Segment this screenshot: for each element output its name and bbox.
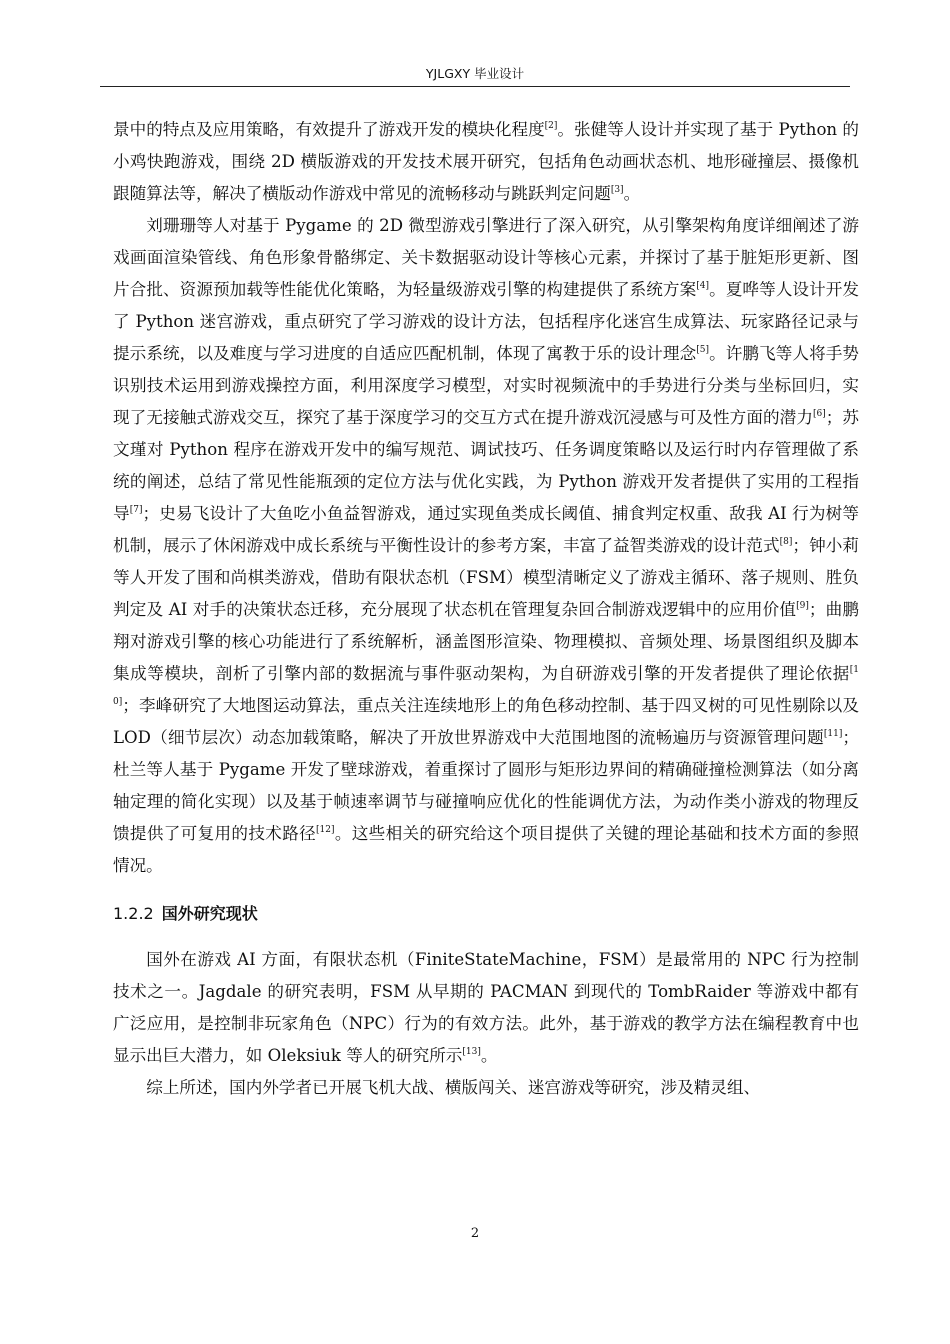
citation: [11] <box>823 729 843 739</box>
page-number: 2 <box>470 1226 480 1241</box>
citation: [9] <box>796 601 809 611</box>
citation: [6] <box>813 409 826 419</box>
citation: [4] <box>696 281 710 291</box>
citation: [13] <box>462 1047 481 1057</box>
body-content <box>113 114 859 1104</box>
citation: [3] <box>610 185 624 195</box>
paragraph-2: 刘珊珊等人对基于 Pygame 的 2D 微型游戏引擎进行了深入研究，从引擎架构角度详细阐述了游戏画面渲染管线、角色形象骨骼绑定、关卡数据驱动设计等核心元素，并探讨了基于脏矩形更新、图片合批、资源预加载等性能优化策略，为轻量级游戏引擎的构建提供了系统方案[4]。夏哗等人设计开发了 Python 迷宫游戏，重点研究了学习游戏的设计方法，包括程序化迷宫生成算法、玩家路径记录与提示系统，以及难度与学习进度的自适应匹配机制，体现了寓教于乐的设计理念[5]。许鹏飞等人将手势识别技术运用到游戏操控方面，利用深度学习模型，对实时视频流中的手势进行分类与坐标回归，实现了无接触式游戏交互，探究了基于深度学习的交互方式在提升游戏沉浸感与可及性方面的潜力[6]；苏文瑾对 Python 程序在游戏开发中的编写规范、调试技巧、任务调度策略以及运行时内存管理做了系统的阐述，总结了常见性能瓶颈的定位方法与优化实践，为 Python 游戏开发者提供了实用的工程指导[7]；史易飞设计了大鱼吃小鱼益智游戏，通过实现鱼类成长阈值、捕食判定权重、敌我 AI 行为树等机制，展示了休闲游戏中成长系统与平衡性设计的参考方案，丰富了益智类游戏的设计范式[8]；钟小莉等人开发了围和尚棋类游戏，借助有限状态机（FSM）模型清晰定义了游戏主循环、落子规则、胜负判定及 AI 对手的决策状态迁移，充分展现了状态机在管理复杂回合制游戏逻辑中的应用价值[9]；曲鹏翔对游戏引擎的核心功能进行了系统解析，涵盖图形渲染、物理模拟、音频处理、场景图组织及脚本集成等模块，剖析了引擎内部的数据流与事件驱动架构，为自研游戏引擎的开发者提供了理论依据[10]；李峰研究了大地图运动算法，重点关注连续地形上的角色移动控制、基于四叉树的可见性剔除以及 LOD（细节层次）动态加载策略，解决了开放世界游戏中大范围地图的流畅遍历与资源管理问题[11]；杜兰等人基于 Pygame 开发了壁球游戏，着重探讨了圆形与矩形边界间的精确碰撞检测算法（如分离轴定理的简化实现）以及基于帧速率调节与碰撞响应优化的性能调优方法，为动作类小游戏的物理反馈提供了可复用的技术路径[12]。这些相关的研究给这个项目提供了关键的理论基础和技术方面的参照情况。 <box>113 216 860 875</box>
header-title: YJLGXY 毕业设计 <box>425 66 525 81</box>
citation: [8] <box>779 537 793 547</box>
page-header <box>100 62 850 87</box>
citation: [7] <box>129 505 143 515</box>
section-title: 国外研究现状 <box>161 904 258 923</box>
section-number: 1.2.2 <box>113 904 154 923</box>
citation: [10] <box>113 665 859 707</box>
paragraph-4: 综上所述，国内外学者已开展飞机大战、横版闯关、迷宫游戏等研究，涉及精灵组、 <box>146 1078 761 1097</box>
paragraph-1: 景中的特点及应用策略，有效提升了游戏开发的模块化程度[2]。张健等人设计并实现了基于 Python 的小鸡快跑游戏，围绕 2D 横版游戏的开发技术展开研究，包括角色动画状态机、地形碰撞层、摄像机跟随算法等，解决了横版动作游戏中常见的流畅移动与跳跃判定问题[3]。 <box>113 120 859 203</box>
citation: [2] <box>544 121 558 131</box>
paragraph-3: 国外在游戏 AI 方面，有限状态机（FiniteStateMachine，FSM）是最常用的 NPC 行为控制技术之一。Jagdale 的研究表明，FSM 从早期的 PACMAN 到现代的 TombRaider 等游戏中都有广泛应用，是控制非玩家角色（NPC）行为的有效方法。此外，基于游戏的教学方法在编程教育中也显示出巨大潜力，如 Oleksiuk 等人的研究所示[13]。 <box>113 950 859 1065</box>
citation: [12] <box>316 825 335 835</box>
section-heading <box>113 900 859 928</box>
citation: [5] <box>696 345 710 355</box>
